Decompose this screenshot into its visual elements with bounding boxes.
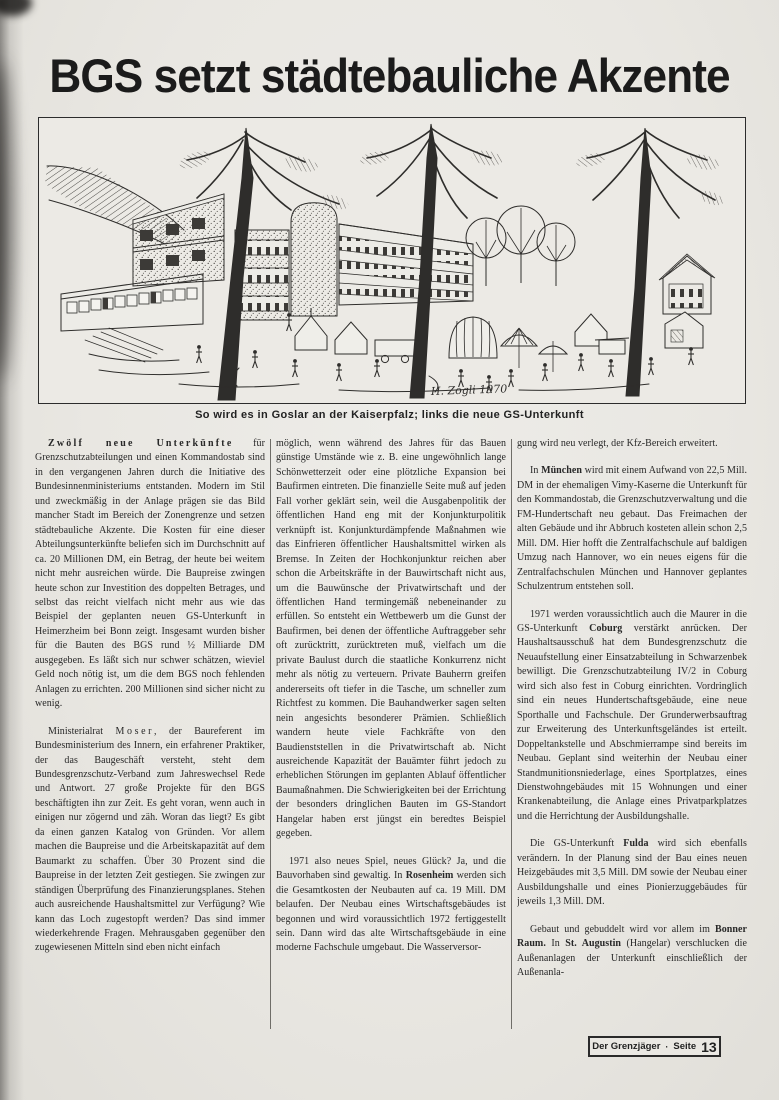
paragraph-text: 1971 werden voraussichtlich auch die Maurer in die GS-Unterkunft [517, 608, 747, 634]
building-round-tower [291, 203, 337, 316]
paragraph-text: In [545, 938, 566, 950]
paragraph-text: wird mit einem Aufwand von 22,5 Mill. DM in der ehemaligen Vimy-Kaserne die Unterkunft für den Kommandostab, die Grenzschutzverwaltung und die FM-Hundertschaft neu gebaut. Das Freimachen der alten Gebäude und ihr Abbruch kosteten allein schon 2,5 Mill. DM. Hier hofft die Zentralfachschule auf baldigen Umzug nach Hannover, wo ein neues eigens für die Zentralfachschulen München und Hannover geplantes Schulzentrum entstehen soll. [517, 465, 747, 593]
footer-box [588, 1036, 721, 1057]
page-title: BGS setzt städtebauliche Akzente [49, 49, 730, 102]
binding-shadow-corner [0, 0, 32, 16]
page-label: Seite [673, 1041, 697, 1052]
paragraph [517, 464, 747, 594]
paragraph [276, 437, 506, 842]
person-name: Moser [115, 725, 155, 737]
place-name: Fulda [623, 838, 649, 850]
building-right-wing [339, 224, 473, 305]
paragraph-text: möglich, wenn während des Jahres für das Bauen günstige Umstände wie z. B. eine ungewöhnlich lange Schönwetterzeit oder eine plötzliche Expansion bei Baufirmen eintreten. Die finanzielle Seite muß auf jeden Fall vorher geklärt sein, weil die Ausgabenpolitik der öffentlichen Hand eng mit der Konjunkturpolitik verknüpft ist. Konjunkturdämpfende Maßnahmen wie das Einfrieren öffentlicher Haushaltsmittel wirken als Bremse. In Zeiten der Hochkonjunktur reichen aber schon die Arbeitskräfte in der Bauwirtschaft nicht aus, um die Bauwünsche der Privatwirtschaft und der öffentlichen Hand termingemäß nebeneinander zu erfüllen. So entsteht ein Wettbewerb um die Gunst der Baufirmen, bei denen der öffentliche Auftraggeber sehr oft zurücktritt, zurücktreten muß, vielfach um die private Baulust durch die staatliche Konkurrenz nicht mehr als nötig zu verteuern. Private Bauherrn greifen andererseits oft tiefer in die Tasche, um schneller zum Richtfest zu kommen. Die Bauhandwerker sagen selten nein angesichts besonderer Prämien. Schließlich wandern heute viele Fachkräfte von den Baudienststellen in die Privatwirtschaft ab. Nicht ausreichende Kapazität der Bauämter führt jedoch zu erheblichen Störungen im geplanten Ablauf öffentlicher Baumaßnahmen. Die Schwierigkeiten bei der Errichtung der besonders dringlichen Bauten im GS-Standort Hangelar haben erst jüngst ein beredtes Beispiel gegeben. [276, 438, 506, 840]
place-name: Rosenheim [405, 870, 454, 882]
paragraph-text: (Hangelar) verschlucken die Außenanlagen der Unterkunft einschließlich der Außenanla- [517, 938, 747, 978]
page-number: 13 [701, 1038, 717, 1055]
illustration-frame [38, 117, 746, 404]
paragraph [35, 437, 265, 712]
leafy-trees [466, 206, 575, 286]
footer-separator: · [665, 1041, 669, 1052]
column-divider [511, 439, 512, 1029]
text-column-2 [276, 437, 506, 1029]
place-name: Bonner Raum. [517, 923, 747, 950]
paragraph [517, 837, 747, 909]
paragraph [276, 855, 506, 956]
paragraph-text: Gebaut und gebuddelt wird vor allem im [530, 923, 716, 935]
column-divider [270, 439, 271, 1029]
paragraph-text: wird sich ebenfalls verändern. In der Planung sind der Bau eines neuen Heizgebäudes mit 3,5 Mill. DM sowie der Neubau einer Ausbildungshalle und eines Pionierzuggebäudes für jeweils 1,3 Mill. DM. [517, 838, 747, 908]
paragraph [517, 923, 747, 981]
paragraph [35, 725, 265, 956]
text-column-1 [35, 437, 265, 1029]
paragraph-text: gung wird neu verlegt, der Kfz-Bereich erweitert. [517, 438, 718, 449]
old-town-houses [659, 254, 715, 348]
paragraph-text: Ministerialrat [48, 725, 116, 737]
artist-signature: H. Zogli 1970 [430, 382, 508, 398]
paragraph [517, 608, 747, 825]
paragraph-text: verstärkt anrücken. Der Haushaltsausschuß hat dem Bundesgrenzschutz die Neuaufstellung einer Einsatzabteilung in Schwarzenbek bewilligt. Die Grenzschutzabteilung IV/2 in Coburg wird sich also fest in Coburg einrichten. Vordringlich sind ein neues Hundertschaftsgebäude, eine neue Sporthalle und Fachschule. Der Grunderwerbsauftrag zur Erweiterung des Unterkunftsgeländes ist erteilt. Doppeltankstelle und Abschmierrampe sind bereits im Neubau. Geplant sind weiterhin der Neubau einer Standmunitionsniederlage, eines Sportplatzes, eines Dienstwohngebäudes mit 15 Wohnungen und einer Krankenabteilung, die Anlage eines Privatparkplatzes und die Herrichtung der Ausbildungshalle. [517, 622, 747, 822]
paragraph-text: werden sich die Gesamtkosten der Neubauten auf ca. 19 Mill. DM belaufen. Der Neubau eines Wirtschaftsgebäudes ist begonnen und wird voraussichtlich 1972 fertiggestellt sein. Dann wird das alte Wirtschaftsgebäude in eine moderne Fachschule umgebaut. Die Wasserversor- [276, 870, 506, 954]
ground-strokes [85, 328, 649, 392]
place-name: Coburg [589, 622, 623, 634]
paragraph-text: 1971 also neues Spiel, neues Glück? Ja, und die Bauvorhaben sind gewaltig. In [276, 855, 506, 882]
paragraph-lead: Zwölf neue Unterkünfte [48, 438, 234, 449]
paragraph-text: Die GS-Unterkunft [530, 838, 624, 850]
image-caption: So wird es in Goslar an der Kaiserpfalz; links die neue GS-Unterkunft [195, 409, 584, 421]
paragraph-text: für Grenzschutzabteilungen und einen Kommandostab sind in den vergangenen Jahren durch die Initiative des Bundesinnenministeriums entstanden. Modern im Stil und zweckmäßig in der Anlage prägen sie das Bild mancher Stadt im Bereich der Zonengrenze und setzen städtebauliche Akzente. Die Kosten für eine dieser Abteilungsunterkünfte beliefen sich im Durchschnitt auf ca. 20 Millionen DM, ein Betrag, der heute bei weitem nicht mehr ausreichen würde. Die Baupreise zwingen heute schon zur Investition des doppelten Betrages, und selbst das reicht vielfach nicht mehr aus wie das Beispiel der geplanten neuen GS-Unterkunft in Heimerzheim bei Bonn zeigt. Insgesamt wurden bisher für die Bauten des BGS rund ½ Milliarde DM ausgegeben. Es läßt sich nur schwer schätzen, wieviel Geld noch nötig ist, um die dem BGS noch fehlenden Anlagen zu errichten. 200 Millionen sind sicher nicht zu wenig. [35, 438, 265, 710]
publication-name: Der Grenzjäger [592, 1041, 661, 1052]
paragraph-text: In [530, 465, 542, 477]
illustration-sketch [39, 118, 745, 403]
paragraph [517, 437, 747, 451]
market-scene [295, 308, 629, 372]
place-name: St. Augustin [565, 938, 622, 950]
article-columns [35, 437, 747, 1029]
paragraph-text: , der Baureferent im Bundesministerium des Innern, ein erfahrener Praktiker, der das Baugeschäft versteht, steht dem Bundesgrenzschutz-Verband zum Jahreswechsel Rede und Antwort. 27 große Projekte für den BGS beschäftigten ihn zur Zeit. Es geht voran, wenn auch in einigen nur zögernd und zäh. Woran das liegt? Es gibt da einen ganzen Katalog von Gründen. Vor allem machen die Baupreise und die Arbeitskapazität auf dem Baumarkt zu schaffen. Über 30 Prozent sind die Baupreise in der letzten Zeit gestiegen. Sie zwingen zur ständigen Überprüfung des Finanzierungsplanes. Stehen auch ausreichende Haushaltsmittel zur Verfügung? Wie kann das Loch zugestopft werden? Das sind immer wiederkehrende Fragen. Mehrausgaben gegenüber den zugewiesenen Mitteln sind eben nicht einfach [35, 725, 265, 954]
binding-shadow-blob [0, 60, 12, 380]
binding-shadow [0, 0, 26, 1100]
place-name: München [541, 465, 582, 477]
text-column-3 [517, 437, 747, 1029]
